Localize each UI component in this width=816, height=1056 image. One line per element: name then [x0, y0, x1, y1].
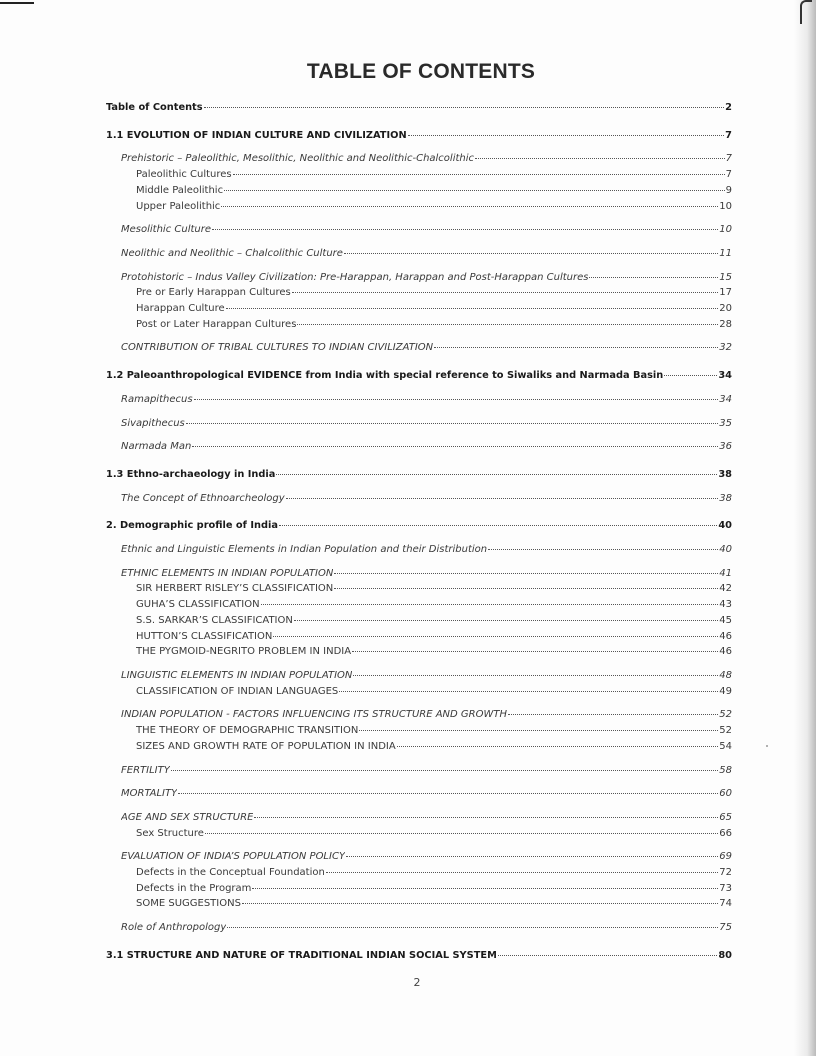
toc-section-entry[interactable]: [106, 368, 732, 384]
toc-entry-page: 54: [719, 740, 732, 752]
toc-subsection-entry[interactable]: [106, 810, 732, 826]
toc-dot-leader: [589, 276, 718, 278]
toc-subsection-entry[interactable]: [106, 668, 732, 684]
toc-dot-leader: [286, 497, 719, 499]
toc-entry-label: Role of Anthropology: [121, 922, 227, 934]
toc-entry-label: Middle Paleolithic: [136, 184, 224, 196]
toc-entry-page: 34: [718, 370, 732, 382]
toc-entry-page: 48: [719, 669, 732, 681]
toc-subsection-entry[interactable]: [106, 849, 732, 865]
toc-section-entry[interactable]: [106, 948, 732, 964]
toc-entry-label: Upper Paleolithic: [136, 200, 221, 212]
toc-dot-leader: [297, 323, 718, 325]
toc-dot-leader: [276, 473, 717, 475]
toc-subsection-entry[interactable]: [106, 416, 732, 432]
toc-entry-label: Defects in the Conceptual Foundation: [136, 867, 325, 879]
toc-subentry[interactable]: [106, 597, 732, 613]
toc-entry-page: 69: [719, 851, 732, 863]
toc-entry-page: 65: [719, 811, 732, 823]
toc-subentry[interactable]: [106, 167, 732, 183]
toc-subentry[interactable]: [106, 301, 732, 317]
toc-dot-leader: [475, 157, 725, 159]
toc-entry-page: 7: [725, 169, 732, 181]
toc-dot-leader: [261, 603, 719, 605]
toc-spacer: [106, 778, 732, 786]
toc-subsection-entry[interactable]: [106, 270, 732, 286]
toc-entry-label: HUTTON’S CLASSIFICATION: [136, 630, 273, 642]
toc-dot-leader: [252, 887, 718, 889]
toc-entry-page: 11: [719, 247, 732, 259]
toc-subsection-entry[interactable]: [106, 222, 732, 238]
toc-entry-label: GUHA’S CLASSIFICATION: [136, 599, 260, 611]
toc-dot-leader: [279, 524, 717, 526]
toc-subentry[interactable]: [106, 183, 732, 199]
toc-spacer: [106, 356, 732, 368]
toc-entry-label: FERTILITY: [121, 764, 170, 776]
toc-dot-leader: [254, 816, 718, 818]
toc-subsection-entry[interactable]: [106, 340, 732, 356]
toc-entry-label: Neolithic and Neolithic – Chalcolithic Culture: [121, 247, 343, 259]
toc-entry-page: 73: [719, 882, 732, 894]
toc-spacer: [106, 384, 732, 392]
toc-dot-leader: [171, 769, 718, 771]
toc-dot-leader: [334, 572, 718, 574]
toc-spacer: [106, 431, 732, 439]
toc-entry-label: Protohistoric – Indus Valley Civilization: Pre-Harappan, Harappan and Post-Harappan Cultures: [121, 271, 589, 283]
page-title: TABLE OF CONTENTS: [306, 60, 536, 83]
toc-entry-page: 43: [719, 599, 732, 611]
scan-speck: [766, 745, 768, 747]
scan-corner-mark: [800, 0, 812, 24]
toc-entry-label: THE PYGMOID-NEGRITO PROBLEM IN INDIA: [136, 646, 352, 658]
toc-entry-label: Table of Contents: [106, 102, 203, 113]
toc-subentry[interactable]: [106, 613, 732, 629]
toc-section-entry[interactable]: [106, 467, 732, 483]
toc-spacer: [106, 699, 732, 707]
toc-dot-leader: [508, 713, 718, 715]
toc-entry-label: SOME SUGGESTIONS: [136, 898, 241, 910]
toc-dot-leader: [294, 619, 718, 621]
toc-entry-label: The Concept of Ethnoarcheology: [121, 492, 285, 504]
toc-entry-page: 9: [725, 184, 732, 196]
toc-section-entry[interactable]: [106, 100, 732, 116]
toc-spacer: [106, 116, 732, 128]
toc-entry-page: 46: [719, 630, 732, 642]
toc-section-entry[interactable]: [106, 518, 732, 534]
toc-entry-page: 40: [718, 520, 732, 532]
toc-entry-page: 66: [719, 827, 732, 839]
toc-subsection-entry[interactable]: [106, 763, 732, 779]
toc-subsection-entry[interactable]: [106, 786, 732, 802]
toc-dot-leader: [339, 690, 718, 692]
toc-dot-leader: [204, 106, 725, 108]
toc-entry-page: 35: [719, 417, 732, 429]
toc-spacer: [106, 660, 732, 668]
toc-spacer: [106, 262, 732, 270]
toc-dot-leader: [434, 346, 718, 348]
toc-subentry[interactable]: [106, 881, 732, 897]
toc-dot-leader: [233, 173, 725, 175]
toc-entry-label: MORTALITY: [121, 788, 178, 800]
toc-entry-label: INDIAN POPULATION - FACTORS INFLUENCING ITS STRUCTURE AND GROWTH: [121, 709, 507, 721]
toc-subentry[interactable]: [106, 723, 732, 739]
toc-dot-leader: [212, 228, 718, 230]
toc-subsection-entry[interactable]: [106, 439, 732, 455]
toc-subsection-entry[interactable]: [106, 707, 732, 723]
toc-subentry[interactable]: [106, 285, 732, 301]
toc-entry-label: 1.3 Ethno-archaeology in India: [106, 468, 276, 480]
toc-dot-leader: [205, 832, 718, 834]
toc-entry-label: CONTRIBUTION OF TRIBAL CULTURES TO INDIAN CIVILIZATION: [121, 342, 434, 354]
toc-dot-leader: [346, 855, 718, 857]
toc-subentry[interactable]: [106, 629, 732, 645]
toc-subsection-entry[interactable]: [106, 491, 732, 507]
toc-subsection-entry[interactable]: [106, 151, 732, 167]
toc-dot-leader: [498, 954, 718, 956]
toc-dot-leader: [359, 729, 718, 731]
toc-entry-page: 28: [719, 318, 732, 330]
toc-entry-label: THE THEORY OF DEMOGRAPHIC TRANSITION: [136, 725, 359, 737]
toc-spacer: [106, 483, 732, 491]
toc-dot-leader: [186, 422, 719, 424]
toc-entry-label: Narmada Man: [121, 441, 192, 453]
toc-entry-page: 7: [725, 129, 732, 141]
toc-entry-label: Prehistoric – Paleolithic, Mesolithic, Neolithic and Neolithic-Chalcolithic: [121, 153, 475, 165]
toc-spacer: [106, 755, 732, 763]
toc-subsection-entry[interactable]: [106, 246, 732, 262]
page-number: 2: [413, 976, 421, 989]
toc-entry-label: 1.1 EVOLUTION OF INDIAN CULTURE AND CIVILIZATION: [106, 129, 407, 141]
toc-entry-page: 10: [719, 224, 732, 236]
toc-entry-page: 7: [725, 153, 732, 165]
toc-entry-label: Pre or Early Harappan Cultures: [136, 287, 291, 299]
toc-subentry[interactable]: [106, 865, 732, 881]
toc-entry-label: LINGUISTIC ELEMENTS IN INDIAN POPULATION: [121, 669, 353, 681]
toc-dot-leader: [292, 291, 719, 293]
toc-entry-page: 32: [719, 342, 732, 354]
toc-dot-leader: [664, 374, 717, 376]
toc-spacer: [106, 558, 732, 566]
toc-dot-leader: [221, 205, 718, 207]
toc-entry-page: 10: [719, 200, 732, 212]
toc-dot-leader: [273, 635, 718, 637]
toc-dot-leader: [344, 252, 718, 254]
toc-spacer: [106, 802, 732, 810]
table-of-contents: [106, 100, 732, 964]
toc-dot-leader: [227, 926, 718, 928]
toc-entry-page: 80: [718, 949, 732, 961]
toc-subentry[interactable]: [106, 644, 732, 660]
toc-entry-page: 52: [719, 709, 732, 721]
toc-entry-page: 15: [719, 271, 732, 283]
toc-entry-label: Ethnic and Linguistic Elements in Indian Population and their Distribution: [121, 544, 488, 556]
toc-subentry[interactable]: [106, 739, 732, 755]
toc-entry-label: SIZES AND GROWTH RATE OF POPULATION IN INDIA: [136, 740, 396, 752]
scan-edge-shadow: [794, 0, 816, 1056]
toc-entry-page: 17: [719, 287, 732, 299]
toc-entry-label: EVALUATION OF INDIA’S POPULATION POLICY: [121, 851, 346, 863]
toc-entry-page: 41: [719, 567, 732, 579]
toc-entry-label: Sex Structure: [136, 827, 204, 839]
toc-entry-page: 46: [719, 646, 732, 658]
toc-section-entry[interactable]: [106, 128, 732, 144]
toc-dot-leader: [353, 674, 718, 676]
toc-dot-leader: [194, 398, 719, 400]
toc-spacer: [106, 214, 732, 222]
toc-dot-leader: [178, 792, 718, 794]
toc-dot-leader: [242, 902, 718, 904]
toc-subsection-entry[interactable]: [106, 920, 732, 936]
toc-spacer: [106, 332, 732, 340]
toc-entry-page: 42: [719, 583, 732, 595]
toc-entry-page: 45: [719, 614, 732, 626]
toc-subentry[interactable]: [106, 317, 732, 333]
toc-dot-leader: [192, 445, 718, 447]
toc-entry-page: 60: [719, 788, 732, 800]
toc-entry-label: 2. Demographic profile of India: [106, 520, 278, 532]
toc-spacer: [106, 143, 732, 151]
toc-entry-page: 20: [719, 303, 732, 315]
toc-entry-label: SIR HERBERT RISLEY’S CLASSIFICATION: [136, 583, 334, 595]
toc-entry-page: 49: [719, 685, 732, 697]
toc-entry-page: 52: [719, 725, 732, 737]
toc-entry-label: Sivapithecus: [121, 417, 185, 429]
toc-entry-label: Paleolithic Cultures: [136, 169, 232, 181]
toc-spacer: [106, 841, 732, 849]
toc-spacer: [106, 534, 732, 542]
toc-entry-page: 72: [719, 867, 732, 879]
toc-subentry[interactable]: [106, 684, 732, 700]
toc-spacer: [106, 936, 732, 948]
toc-entry-label: Defects in the Program: [136, 882, 252, 894]
toc-entry-label: Post or Later Harappan Cultures: [136, 318, 297, 330]
toc-entry-page: 2: [725, 102, 732, 113]
toc-entry-page: 74: [719, 898, 732, 910]
toc-subentry[interactable]: [106, 896, 732, 912]
toc-dot-leader: [224, 189, 725, 191]
toc-subsection-entry[interactable]: [106, 392, 732, 408]
toc-entry-label: 1.2 Paleoanthropological EVIDENCE from India with special reference to Siwaliks and Narmada Basin: [106, 370, 664, 382]
toc-spacer: [106, 912, 732, 920]
toc-entry-label: ETHNIC ELEMENTS IN INDIAN POPULATION: [121, 567, 334, 579]
toc-dot-leader: [226, 307, 719, 309]
toc-dot-leader: [334, 587, 718, 589]
toc-entry-page: 36: [719, 441, 732, 453]
toc-entry-label: S.S. SARKAR’S CLASSIFICATION: [136, 614, 293, 626]
toc-entry-label: Harappan Culture: [136, 303, 225, 315]
toc-dot-leader: [488, 548, 718, 550]
toc-entry-page: 40: [719, 544, 732, 556]
toc-subsection-entry[interactable]: [106, 566, 732, 582]
toc-dot-leader: [326, 871, 718, 873]
toc-dot-leader: [408, 134, 725, 136]
toc-subentry[interactable]: [106, 826, 732, 842]
toc-entry-page: 38: [719, 492, 732, 504]
scan-edge-mark: [0, 2, 34, 4]
toc-entry-label: 3.1 STRUCTURE AND NATURE OF TRADITIONAL INDIAN SOCIAL SYSTEM: [106, 949, 497, 961]
toc-spacer: [106, 408, 732, 416]
toc-entry-label: AGE AND SEX STRUCTURE: [121, 811, 254, 823]
toc-spacer: [106, 455, 732, 467]
toc-subentry[interactable]: [106, 199, 732, 215]
toc-entry-page: 58: [719, 764, 732, 776]
toc-entry-label: CLASSIFICATION OF INDIAN LANGUAGES: [136, 685, 339, 697]
toc-dot-leader: [397, 745, 719, 747]
toc-entry-label: Ramapithecus: [121, 393, 193, 405]
toc-entry-page: 34: [719, 393, 732, 405]
toc-spacer: [106, 238, 732, 246]
toc-entry-label: Mesolithic Culture: [121, 224, 211, 236]
toc-dot-leader: [352, 650, 718, 652]
toc-spacer: [106, 506, 732, 518]
toc-subentry[interactable]: [106, 581, 732, 597]
toc-subsection-entry[interactable]: [106, 542, 732, 558]
toc-entry-page: 38: [718, 468, 732, 480]
toc-entry-page: 75: [719, 922, 732, 934]
